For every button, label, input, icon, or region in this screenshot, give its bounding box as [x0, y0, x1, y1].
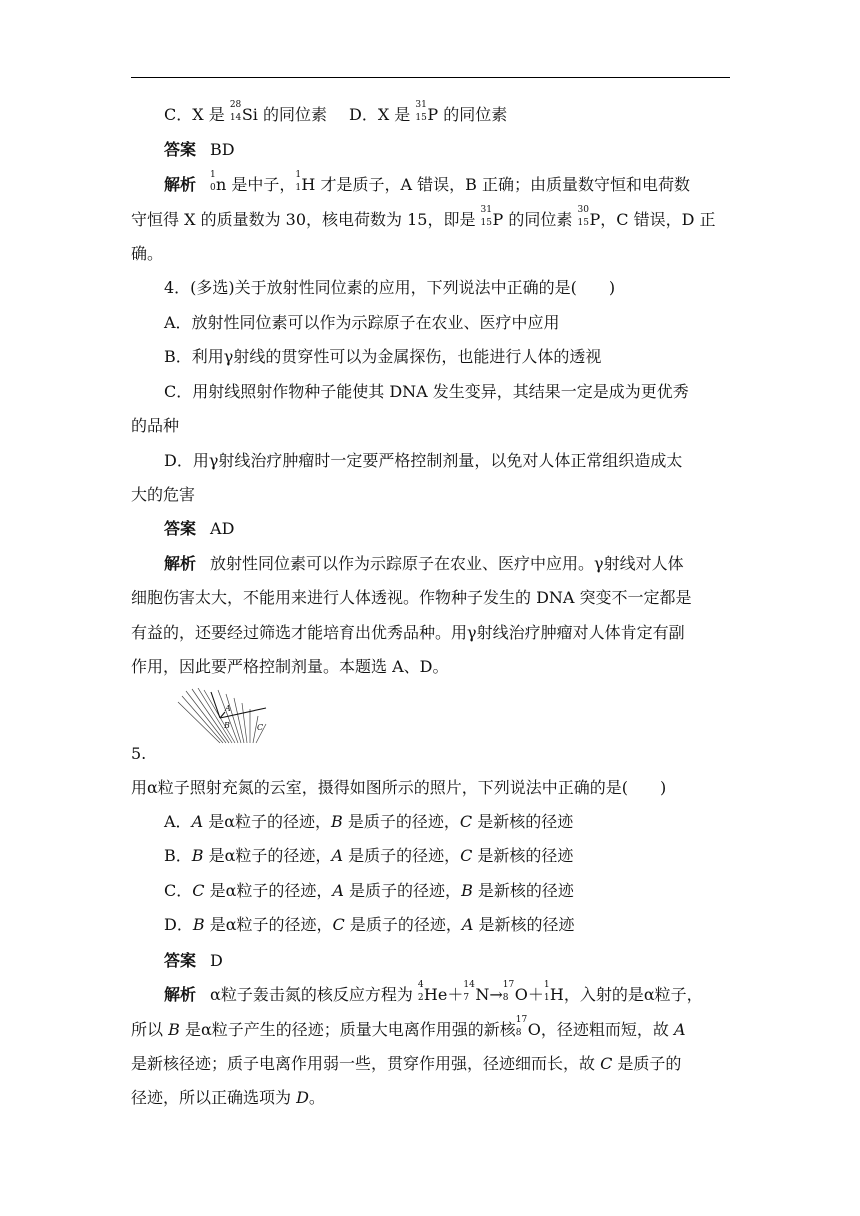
- q3-answer: 答案 BD: [164, 140, 235, 159]
- q4-analysis-line-4: 作用，因此要严格控制剂量。本题选 A、D。: [131, 657, 449, 676]
- q4-option-a: A．放射性同位素可以作为示踪原子在农业、医疗中应用: [164, 313, 560, 332]
- q5-number: 5.: [131, 744, 147, 763]
- q5-answer: 答案 D: [164, 951, 223, 970]
- q5-analysis-line-2: 所以 B 是α粒子产生的径迹；质量大电离作用强的新核 17 8 O，径迹粗而短，故 A: [131, 1015, 686, 1039]
- q3-analysis-line-3: 确。: [131, 244, 164, 263]
- q5-option-b: B．B 是α粒子的径迹，A 是质子的径迹，C 是新核的径迹: [164, 846, 574, 865]
- q5-analysis-line-4: 径迹，所以正确选项为 D。: [131, 1088, 325, 1107]
- q4-analysis-line-2: 细胞伤害太大，不能用来进行人体透视。作物种子发生的 DNA 突变不一定都是: [131, 588, 692, 607]
- q4-analysis-line-1: 解析 放射性同位素可以作为示踪原子在农业、医疗中应用。γ射线对人体: [164, 554, 684, 573]
- q4-answer: 答案 AD: [164, 519, 235, 538]
- nuclide-h1: 1 1: [543, 980, 550, 1003]
- nuclide-o17: 17 8: [515, 1015, 528, 1038]
- nuclide-he4: 4 2: [417, 980, 424, 1003]
- q5-option-c: C．C 是α粒子的径迹，A 是质子的径迹，B 是新核的径迹: [164, 881, 574, 900]
- nuclide-neutron: 1 0: [210, 170, 216, 193]
- q4-option-c: C．用射线照射作物种子能使其 DNA 发生变异，其结果一定是成为更优秀: [164, 382, 689, 401]
- q5-analysis-line-1: 解析 α粒子轰击氮的核反应方程为 4 2 He＋ 14 7 N→ 17 8 O＋ 1 1 H，入射的是α粒子，: [164, 980, 703, 1004]
- q4-option-d-cont: 大的危害: [131, 485, 196, 504]
- q4-analysis-line-3: 有益的，还要经过筛选才能培育出优秀品种。用γ射线治疗肿瘤对人体肯定有副: [131, 623, 685, 642]
- q5-stem: 用α粒子照射充氮的云室，摄得如图所示的照片，下列说法中正确的是( ): [131, 778, 667, 797]
- nuclide-p31: 31 15: [480, 205, 492, 228]
- nuclide-p31: 31 15: [415, 100, 427, 123]
- nuclide-n14: 14 7: [463, 980, 475, 1003]
- nuclide-o17: 17 8: [502, 980, 515, 1003]
- q3-option-d: D．X 是 31 15 P 的同位素: [348, 100, 508, 124]
- q3-options-cd: [164, 100, 508, 125]
- q3-option-c: C．X 是 28 14 Si 的同位素: [164, 100, 327, 124]
- figure-label-b: B: [224, 721, 230, 730]
- cloud-chamber-figure: [176, 688, 271, 744]
- q5-option-a: A．A 是α粒子的径迹，B 是质子的径迹，C 是新核的径迹: [164, 812, 574, 831]
- header-rule: [131, 77, 730, 78]
- nuclide-p30: 30 15: [577, 205, 589, 228]
- q4-option-b: B．利用γ射线的贯穿性可以为金属探伤，也能进行人体的透视: [164, 347, 602, 366]
- nuclide-si28: 28 14: [229, 100, 242, 123]
- figure-label-c: C: [257, 723, 264, 732]
- figure-label-a: A: [225, 704, 231, 713]
- q3-analysis-line-2: 守恒得 X 的质量数为 30，核电荷数为 15，即是 31 15 P 的同位素 30 15 P，C 错误，D 正: [131, 205, 716, 229]
- q4-option-c-cont: 的品种: [131, 416, 180, 435]
- nuclide-proton: 1 1: [295, 170, 302, 193]
- q5-option-d: D．B 是α粒子的径迹，C 是质子的径迹，A 是新核的径迹: [164, 915, 575, 934]
- q3-analysis-line-1: 解析 1 0 n 是中子， 1 1 H 才是质子，A 错误，B 正确；由质量数守恒和电荷数: [164, 170, 690, 194]
- q5-analysis-line-3: 是新核径迹；质子电离作用弱一些，贯穿作用强，径迹细而长，故 C 是质子的: [131, 1054, 682, 1073]
- q4-stem: 4．(多选)关于放射性同位素的应用，下列说法中正确的是( ): [164, 278, 616, 297]
- q4-option-d: D．用γ射线治疗肿瘤时一定要严格控制剂量，以免对人体正常组织造成太: [164, 451, 683, 470]
